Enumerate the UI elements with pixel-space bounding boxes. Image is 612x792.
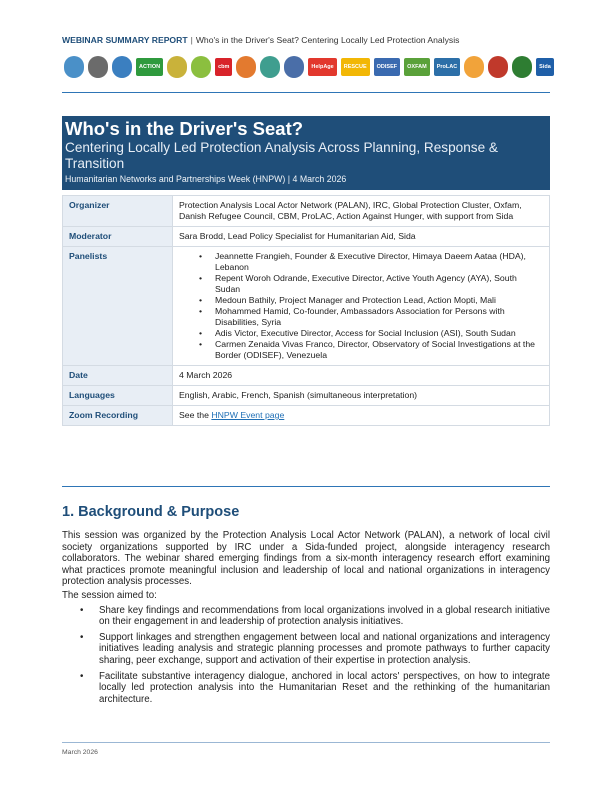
session-info-table [62,195,550,426]
moderator-value: Sara Brodd, Lead Policy Specialist for Humanitarian Aid, Sida [173,227,550,247]
logo-odisef: ODISEF [374,58,400,76]
zoom-value [173,406,550,426]
list-item: • Jeannette Frangieh, Founder & Executive Director, Himaya Daeem Aataa (HDA), Lebanon [179,251,543,273]
aims-intro: The session aimed to: [62,589,157,601]
aims-list [62,605,550,706]
hnpw-event-link[interactable]: HNPW Event page [211,410,285,420]
logo-18 [512,56,532,78]
logo-9 [260,56,280,78]
logo-action-against-hunger: ACTION [136,58,163,76]
organizer-value: Protection Analysis Local Actor Network (PALAN), IRC, Global Protection Cluster, Oxfam, Danish Refugee Council, CBM, ProLAC, Action Against Hunger, with support from Sida [173,196,550,227]
table-row [63,366,550,386]
logo-5 [167,56,187,78]
list-item: • Adis Victor, Executive Director, Access for Social Inclusion (ASI), South Sudan [179,328,543,339]
event-meta: Humanitarian Networks and Partnerships Week (HNPW) | 4 March 2026 [65,174,347,184]
section-divider [62,486,550,487]
date-value: 4 March 2026 [173,366,550,386]
panelists-value [173,247,550,366]
logo-cbm: cbm [215,58,232,76]
logo-prolac: ProLAC [434,58,460,76]
footer-date: March 2026 [62,749,98,756]
header-title: Who's in the Driver's Seat? Centering Locally Led Protection Analysis [195,35,460,45]
list-item: • Carmen Zenaida Vivas Franco, Director, Observatory of Social Investigations at the Border (ODISEF), Venezuela [179,339,543,361]
page-title: Who's in the Driver's Seat? [65,118,304,139]
organizer-label: Organizer [63,196,173,227]
page-subtitle: Centering Locally Led Protection Analysis Across Planning, Response & Transition [65,140,498,171]
logo-6 [191,56,211,78]
logo-10 [284,56,304,78]
section-body [62,530,550,709]
list-item: • Share key findings and recommendations from local organizations involved in a global research initiative on their engagement in and leadership of protection analysis initiatives. [62,605,550,628]
zoom-prefix: See the [179,410,209,420]
list-item: • Repent Woroh Odrande, Executive Director, Active Youth Agency (AYA), South Sudan [179,273,543,295]
header-separator: | [190,35,193,45]
logo-1 [64,56,84,78]
section-title: 1. Background & Purpose [62,504,240,520]
table-row [63,386,550,406]
logo-17 [488,56,508,78]
date-label: Date [63,366,173,386]
logo-8 [236,56,256,78]
report-type: WEBINAR SUMMARY REPORT [62,35,188,45]
zoom-label: Zoom Recording [63,406,173,426]
list-item: • Facilitate substantive interagency dialogue, anchored in local actors' perspectives, on how to integrate locally led protection analysis into the Humanitarian Reset and the rethinking of the humanitarian architecture. [62,671,550,706]
logo-3 [112,56,132,78]
logo-2 [88,56,108,78]
languages-label: Languages [63,386,173,406]
logo-oxfam: OXFAM [404,58,430,76]
panelists-label: Panelists [63,247,173,366]
languages-value: English, Arabic, French, Spanish (simultaneous interpretation) [173,386,550,406]
list-item: • Support linkages and strengthen engagement between local and national organizations and interagency initiatives leading analysis and strategic planning processes and promote pathways to further capacity sharing, peer exchange, support and activation of their expertise in protection analysis. [62,632,550,667]
title-box [62,116,550,190]
logo-helpage: HelpAge [308,58,336,76]
footer-divider [62,742,550,743]
report-header [62,35,459,45]
top-divider [62,92,550,93]
table-row [63,247,550,366]
table-row [63,196,550,227]
background-paragraph: This session was organized by the Protection Analysis Local Actor Network (PALAN), a network of local civil society organizations supported by IRC under a Sida-funded project, alongside interagency research collaborators. The webinar shared emerging findings from a six-month interagency research effort examining what practices promote meaningful inclusion and leadership of local and national organizations in interagency protection analysis processes. [62,530,550,588]
partner-logos [64,54,554,80]
logo-rescue: RESCUE [341,58,370,76]
list-item: • Medoun Bathily, Project Manager and Protection Lead, Action Mopti, Mali [179,295,543,306]
table-row [63,406,550,426]
panelists-list [179,251,543,361]
table-row [63,227,550,247]
list-item: • Mohammed Hamid, Co-founder, Ambassadors Association for Persons with Disabilities, Syria [179,306,543,328]
moderator-label: Moderator [63,227,173,247]
logo-16 [464,56,484,78]
logo-sida: Sida [536,58,554,76]
